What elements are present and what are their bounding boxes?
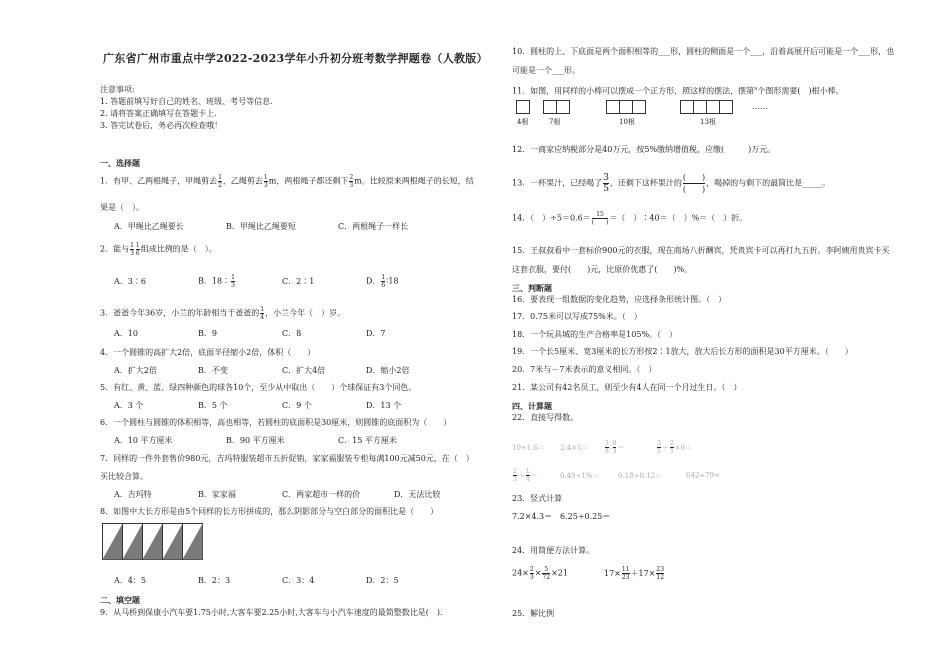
fraction: $\frac{5}{72}$ [542,566,551,581]
option-d: D．无法比较 [394,490,441,499]
option-b: B．5 个 [198,401,228,410]
oral-calc-row-2: $\frac{2}{3}$ ＋ $\frac{1}{4}$ ＝ 0.49÷1%＝ 0.18÷0.12＝ 642÷79≈ [513,468,720,483]
option-a: A．10 [114,329,138,338]
question-7-line2: 买比较合算。 [100,472,148,481]
question-15: 15．王叔叔看中一套标价900元的衣服，现在商场八折酬宾，凭贵宾卡可以再打九五折。李阿姨用贵宾卡买 [512,246,890,255]
option-c: C．两家超市一样的价 [282,490,361,499]
question-1: 1．有甲、乙两根绳子，甲绳剪去 $\frac{1}{2}$ ，乙绳剪去 $\frac{1}{3}$ m，两根绳子都还剩下 $\frac{2}{3}$ m。比较原来两根绳子的长短，结 [100,174,474,189]
options [114,274,450,289]
question-7: 7．同样的一件外套售价980元，吉玛特服装超市五折促销，家家福服装专柜每满100元减50元，在（ ） [100,454,474,463]
option-b: B．18∶ $\frac{1}{3}$ [198,274,235,289]
notice-item: 1. 答题前填写好自己的姓名、班级、考号等信息. [100,97,273,106]
question-20: 20．7米与－7米表示的意义相同。（ ） [512,365,657,374]
option-a: A．3∶6 [114,276,146,286]
option-a: A．3 个 [114,401,144,410]
page-title: 广东省广州市重点中学2022-2023学年小升初分班考数学押题卷（人教版） [103,52,488,65]
fraction: $\frac{2}{3}$ [349,174,354,189]
question-25: 25．解比例 [512,609,555,618]
question-22: 22．直接写得数。 [512,413,579,422]
figure-label: 10根 [619,118,635,126]
question-23: 23．竖式计算 [512,494,563,503]
option-c: C．扩大4倍 [282,366,326,375]
question-5: 5．有红、黄、蓝、绿四种颜色的球各10个，至少从中取出（ ）个球保证有3个同色。 [100,383,417,392]
column-calc-items: 7.2×4.3＝ 6.25÷0.25＝ [512,512,611,521]
fraction: $\frac{1}{3}$ [263,174,268,189]
options [114,222,450,232]
option-a: A．10 平方厘米 [114,436,173,445]
fraction: $\frac{2}{5}$ [669,440,674,455]
fraction: $\frac{2}{3}$ [529,566,534,581]
fraction: $\frac{( )}{( )}$ [682,173,706,194]
question-3: 3．爸爸今年36岁，小兰的年龄相当于爸爸的 $\frac{1}{4}$ ，小兰今年（ ）岁。 [100,306,346,321]
option-b: B．甲绳比乙绳要短 [226,222,296,231]
options [114,436,450,446]
question-8: 8．如图中大长方形是由5个同样的长方形拼成的，那么阴影部分与空白部分的面积比是（ ） [100,507,439,516]
oral-calc-row-1: 10÷1.6＝ 2.4×5＝ $\frac{3}{8}$ ∶ $\frac{8}{3}$ ＝ $\frac{3}{5}$ ＋ $\frac{2}{5}$ ×0＝ [512,440,692,455]
question-16: 16．要表现一组数据的变化趋势，应选择条形统计图。（ ） [512,295,727,304]
question-19: 19．一个长5厘米、宽3厘米的长方形按2∶1放大，放大后长方形的面积是30平方厘米。（ ） [512,347,853,356]
question-12: 12．一商家应纳税部分是40万元，按5%缴纳增值税，应缴( )万元。 [512,145,776,154]
option-b: B．9 [198,329,217,338]
option-a: A．甲绳比乙绳要长 [114,222,184,231]
figure-label: 13根 [700,118,716,126]
option-d: D．7 [366,329,386,338]
notice-heading: 注意事项: [100,85,135,94]
fraction: $\frac{3}{5}$ [603,173,609,194]
option-d: D．缩小2倍 [366,366,410,375]
option-c: C．3：4 [282,576,315,585]
options [114,401,450,411]
section-heading-choice: 一、选择题 [100,158,140,168]
notice-item: 3. 答完试卷后，务必再次检查哦！ [100,121,223,130]
option-b: B．90 平方厘米 [226,436,285,445]
fraction: $\frac{1}{3}$ [130,242,134,257]
option-a: A．扩大2倍 [114,366,157,375]
option-b: B．家家福 [198,490,236,499]
figure-label: 4根 [517,118,529,126]
question-14: 14．（ ）÷5＝0.6＝ $\frac{15}{( )}$ ＝（ ）∶40＝（ ）%＝（ ）折。 [512,211,748,226]
question-9: 9．从马桥到保康小汽车要1.75小时,大客车要2.25小时,大客车与小汽车速度的最简整数比是( ). [100,608,443,617]
question-24: 24．用简便方法计算。 [512,546,595,555]
fraction: $\frac{1}{4}$ [260,306,265,321]
option-c: C．15 平方厘米 [338,436,397,445]
question-18: 18．一个玩具城的生产合格率是105%。（ ） [512,330,678,339]
shaded-rectangle-figure [102,523,204,561]
section-heading-calc: 四、计算题 [512,401,552,411]
fraction: $\frac{11}{23}$ [621,566,630,581]
options [114,576,450,586]
options [114,490,464,500]
option-c: C．2∶1 [282,276,315,286]
fraction: $\frac{3}{5}$ [657,440,661,455]
question-11: 11．如图，用同样的小棒可以摆成一个正方形，照这样的摆法，摆第$^n$个图形需要( )根小棒。 [512,86,844,96]
fraction: $\frac{1}{3}$ [231,274,235,289]
fraction: $\frac{8}{3}$ [612,440,617,455]
question-6: 6．一个圆柱与圆锥的体积相等，高也相等，若圆柱的底面积是30厘米，则圆锥的底面积为（ ） [100,418,452,427]
option-c: C．9 个 [282,401,312,410]
question-2: 2．能与 $\frac{1}{3}$ $\frac{1}{6}$ 组成比例的是（ ）。 [100,242,217,257]
question-13: 13．一杯果汁，已经喝了 $\frac{3}{5}$ ，还剩下这杯果汁的 $\frac{( )}{( )}$ ，喝掉的与剩下的最简比是_____。 [512,173,831,194]
options [114,366,450,376]
question-15-line2: 这套衣服，要付( )元，比原价优惠了( )%。 [512,265,693,274]
fraction: $\frac{15}{( )}$ [591,211,609,226]
question-4: 4．一个圆锥的高扩大2倍，底面半径缩小2倍，体积（ ） [100,348,316,357]
option-d: D． $\frac{1}{6}$ ∶18 [366,274,399,289]
fraction: $\frac{23}{12}$ [656,566,665,581]
question-10: 10．圆柱的上、下底面是两个面积相等的___形，圆柱的侧面是一个___，沿着高展开后可能是一个___形，也 [512,47,895,56]
fraction: $\frac{1}{6}$ [135,242,140,257]
option-a: A．4：5 [114,576,146,585]
figure-label: 7根 [549,118,561,126]
option-b: B．2：3 [198,576,231,585]
option-d: D．13 个 [366,401,402,410]
question-1-line2: 果是（ ）。 [100,203,144,212]
option-d: D．2：5 [366,576,399,585]
ellipsis: …… [752,102,768,111]
matchstick-squares-figure [516,100,816,134]
option-c: C．两根绳子一样长 [338,222,409,231]
simplify-calc-items: 24× $\frac{2}{3}$ × $\frac{5}{72}$ ×21 17× $\frac{11}{23}$ ＋17× $\frac{23}{12}$ [512,566,665,581]
option-c: C．8 [282,329,302,338]
fraction: $\frac{3}{8}$ [605,440,609,455]
section-heading-fill: 二、填空题 [100,595,140,605]
question-17: 17．0.75米可以写成75%米。（ ） [512,312,642,321]
fraction: $\frac{1}{2}$ [218,174,222,189]
fraction: $\frac{1}{6}$ [381,274,386,289]
section-heading-judge: 三、判断题 [512,283,552,293]
option-b: B．不变 [198,366,228,375]
option-a: A．吉玛特 [114,490,152,499]
fraction: $\frac{2}{3}$ [513,468,517,483]
question-21: 21．某公司有42名员工，则至少有4人在同一个月过生日。（ ） [512,383,742,392]
fraction: $\frac{1}{4}$ [525,468,530,483]
options [114,329,450,339]
question-10-line2: 可能是一个___形。 [512,66,580,75]
notice-item: 2. 请将答案正确填写在答题卡上. [100,109,217,118]
